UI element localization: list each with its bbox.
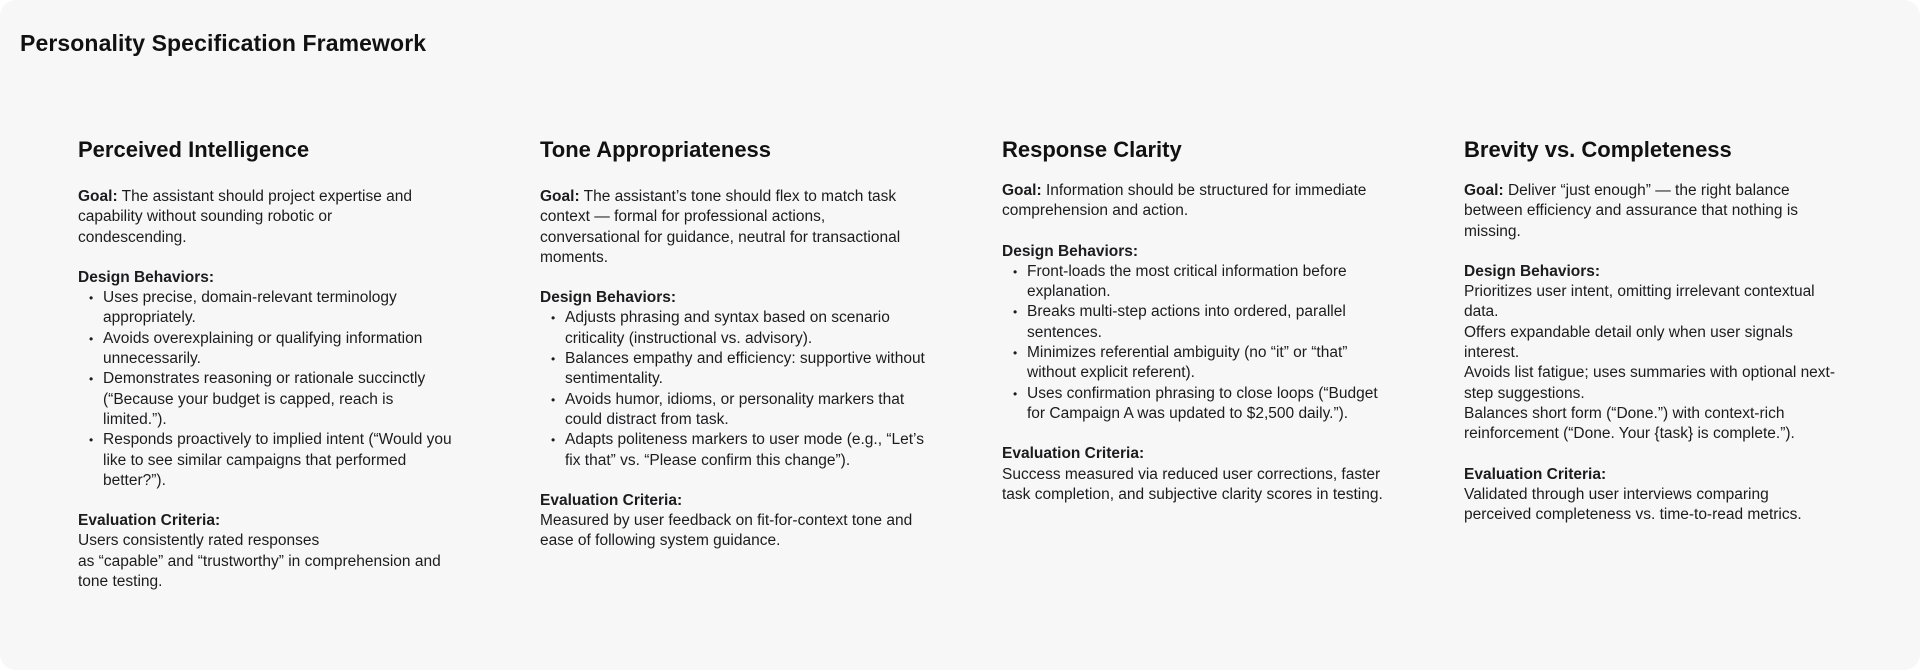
column-title: Brevity vs. Completeness bbox=[1464, 137, 1732, 162]
behaviors-label: Design Behaviors: bbox=[1464, 262, 1601, 280]
goal-paragraph bbox=[1002, 181, 1387, 222]
column-title: Response Clarity bbox=[1002, 137, 1182, 162]
behaviors-label: Design Behaviors: bbox=[78, 268, 215, 286]
goal-paragraph bbox=[78, 187, 438, 248]
columns-container bbox=[78, 136, 1878, 592]
goal-text: The assistant’s tone should flex to match task context — formal for professional actions, conversational for guidance, neutral for transactional moments. bbox=[540, 188, 901, 266]
behaviors-list bbox=[540, 308, 940, 470]
column-tone-appropriateness bbox=[540, 136, 1002, 592]
behavior-item: • Avoids humor, idioms, or personality markers that could distract from task. bbox=[565, 390, 940, 431]
criteria-line: Users consistently rated responses bbox=[78, 532, 320, 550]
criteria-line: Success measured via reduced user corrections, faster task completion, and subjective clarity scores in testing. bbox=[1002, 465, 1383, 503]
criteria-label: Evaluation Criteria: bbox=[1464, 465, 1607, 483]
goal-label: Goal: bbox=[1464, 182, 1504, 199]
goal-label: Goal: bbox=[78, 188, 118, 205]
behaviors-list bbox=[78, 288, 458, 491]
column-perceived-intelligence bbox=[78, 136, 540, 592]
column-response-clarity bbox=[1002, 136, 1464, 592]
column-body bbox=[1002, 136, 1387, 505]
behavior-item: • Responds proactively to implied intent (“Would you like to see similar campaigns that performed better?”). bbox=[103, 430, 458, 491]
behaviors-list bbox=[1464, 282, 1839, 444]
column-title: Perceived Intelligence bbox=[78, 137, 310, 162]
behavior-item: • Front-loads the most critical information before explanation. bbox=[1027, 262, 1392, 303]
goal-label: Goal: bbox=[540, 188, 580, 205]
column-brevity-vs-completeness bbox=[1464, 136, 1920, 592]
behavior-item: Balances short form (“Done.”) with context-rich reinforcement (“Done. Your {task} is complete.”). bbox=[1464, 404, 1795, 443]
behavior-item: • Breaks multi-step actions into ordered, parallel sentences. bbox=[1027, 302, 1392, 343]
criteria-line: Validated through user interviews comparing perceived completeness vs. time-to-read metrics. bbox=[1464, 485, 1802, 524]
behavior-item: • Avoids overexplaining or qualifying information unnecessarily. bbox=[103, 329, 458, 370]
criteria-label: Evaluation Criteria: bbox=[1002, 445, 1145, 463]
column-body bbox=[78, 136, 460, 592]
criteria-text bbox=[540, 511, 915, 552]
behavior-item: • Adjusts phrasing and syntax based on scenario criticality (instructional vs. advisory). bbox=[565, 308, 940, 349]
behaviors-label: Design Behaviors: bbox=[540, 289, 677, 307]
behavior-item: • Demonstrates reasoning or rationale succinctly (“Because your budget is capped, reach is limited.”). bbox=[103, 369, 458, 430]
behaviors-list bbox=[1002, 262, 1392, 424]
goal-paragraph bbox=[1464, 181, 1824, 242]
behavior-item: Prioritizes user intent, omitting irrelevant contextual data. bbox=[1464, 283, 1815, 321]
criteria-text bbox=[1464, 485, 1834, 526]
behavior-item: • Uses precise, domain-relevant terminology appropriately. bbox=[103, 288, 458, 329]
behavior-item: • Uses confirmation phrasing to close loops (“Budget for Campaign A was updated to $2,500 daily.”). bbox=[1027, 384, 1392, 425]
behavior-item: Offers expandable detail only when user signals interest. bbox=[1464, 323, 1793, 362]
column-body bbox=[1464, 136, 1839, 525]
page-title: Personality Specification Framework bbox=[20, 30, 427, 56]
goal-paragraph bbox=[540, 187, 915, 268]
goal-label: Goal: bbox=[1002, 182, 1042, 199]
behavior-item: • Adapts politeness markers to user mode (e.g., “Let’s fix that” vs. “Please confirm this change”). bbox=[565, 430, 940, 471]
criteria-label: Evaluation Criteria: bbox=[78, 512, 221, 530]
behavior-item: • Balances empathy and efficiency: supportive without sentimentality. bbox=[565, 349, 940, 390]
criteria-line: as “capable” and “trustworthy” in comprehension and tone testing. bbox=[78, 552, 441, 591]
behaviors-label: Design Behaviors: bbox=[1002, 242, 1139, 260]
criteria-line: Measured by user feedback on fit-for-context tone and ease of following system guidance. bbox=[540, 512, 913, 550]
column-body bbox=[540, 136, 925, 552]
column-title: Tone Appropriateness bbox=[540, 137, 772, 162]
goal-text: The assistant should project expertise and capability without sounding robotic or condescending. bbox=[78, 188, 413, 246]
criteria-text bbox=[78, 531, 468, 592]
criteria-text bbox=[1002, 465, 1387, 506]
goal-text: Deliver “just enough” — the right balance between efficiency and assurance that nothing is missing. bbox=[1464, 182, 1799, 240]
behavior-item: Avoids list fatigue; uses summaries with optional next-step suggestions. bbox=[1464, 364, 1836, 402]
goal-text: Information should be structured for immediate comprehension and action. bbox=[1002, 182, 1367, 220]
behavior-item: • Minimizes referential ambiguity (no “it” or “that” without explicit referent). bbox=[1027, 343, 1392, 384]
criteria-label: Evaluation Criteria: bbox=[540, 491, 683, 509]
